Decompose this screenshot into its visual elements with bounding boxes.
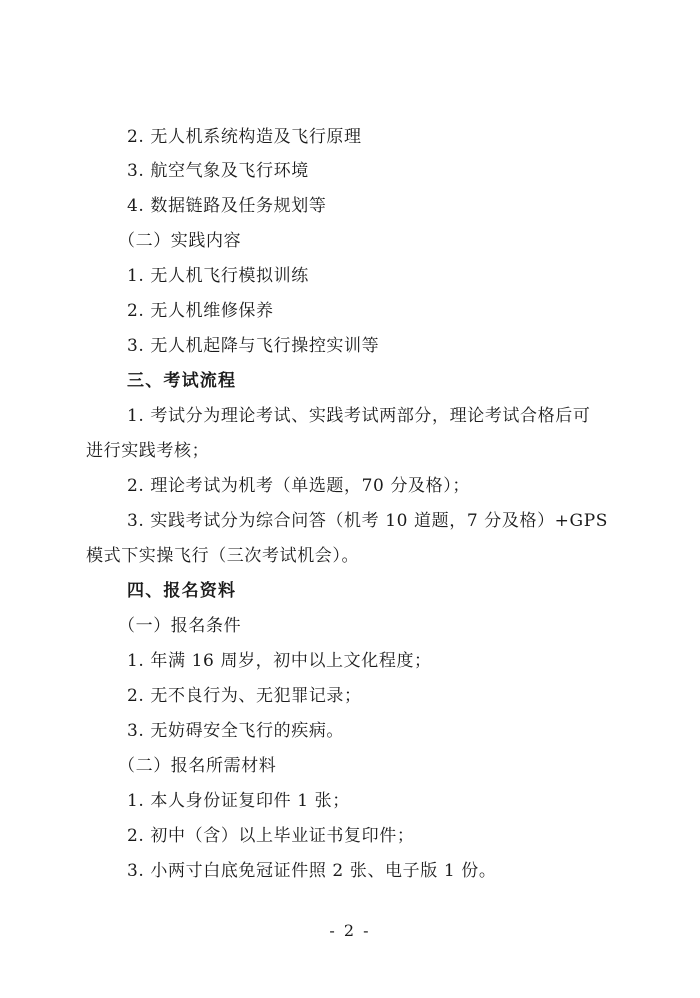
text-line: 1. 考试分为理论考试、实践考试两部分，理论考试合格后可 bbox=[127, 406, 591, 426]
text-line: 1. 无人机飞行模拟训练 bbox=[127, 266, 309, 286]
section-heading-exam-process: 三、考试流程 bbox=[127, 371, 237, 391]
text-line: 2. 无人机系统构造及飞行原理 bbox=[127, 127, 362, 147]
text-line: 模式下实操飞行（三次考试机会）。 bbox=[86, 546, 360, 566]
text-line: 4. 数据链路及任务规划等 bbox=[127, 196, 327, 216]
text-line: 2. 无不良行为、无犯罪记录； bbox=[127, 686, 362, 706]
section-heading-registration: 四、报名资料 bbox=[127, 581, 237, 601]
subheading-registration-conditions: （一）报名条件 bbox=[118, 616, 242, 636]
text-line: 1. 年满 16 周岁，初中以上文化程度； bbox=[127, 651, 432, 671]
text-line: 3. 无人机起降与飞行操控实训等 bbox=[127, 336, 380, 356]
text-line: 3. 实践考试分为综合问答（机考 10 道题，7 分及格）+GPS bbox=[127, 511, 608, 531]
text-line: 3. 航空气象及飞行环境 bbox=[127, 161, 309, 181]
text-line: 2. 初中（含）以上毕业证书复印件； bbox=[127, 826, 415, 846]
subheading-practice-content: （二）实践内容 bbox=[118, 231, 242, 251]
text-line: 2. 无人机维修保养 bbox=[127, 301, 274, 321]
subheading-required-materials: （二）报名所需材料 bbox=[118, 756, 277, 776]
text-line: 3. 小两寸白底免冠证件照 2 张、电子版 1 份。 bbox=[127, 861, 497, 881]
text-line: 1. 本人身份证复印件 1 张； bbox=[127, 791, 350, 811]
text-line: 3. 无妨碍安全飞行的疾病。 bbox=[127, 721, 345, 741]
page-number: - 2 - bbox=[329, 921, 371, 940]
text-line: 进行实践考核； bbox=[86, 441, 210, 461]
text-line: 2. 理论考试为机考（单选题，70 分及格）； bbox=[127, 476, 470, 496]
